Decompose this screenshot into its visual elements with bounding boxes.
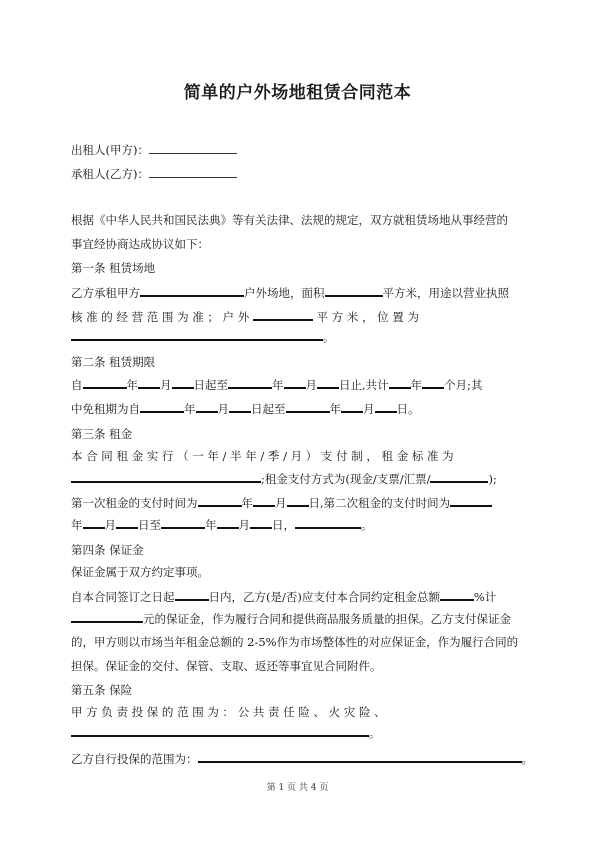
year-blank[interactable] bbox=[161, 516, 205, 529]
article-4-line-1: 保证金属于双方约定事项。 bbox=[71, 565, 209, 579]
area-blank[interactable] bbox=[325, 284, 383, 297]
page-number: 第 1 页 共 4 页 bbox=[266, 783, 329, 793]
outdoor-area-blank[interactable] bbox=[253, 308, 313, 321]
art2-text: 中免租期为自 bbox=[71, 402, 140, 416]
year-blank[interactable] bbox=[198, 494, 242, 507]
art2-text: 年 bbox=[410, 378, 423, 392]
lessee-insurance-blank[interactable] bbox=[198, 750, 522, 763]
art1-text: 平方米，用途以营业执照 bbox=[382, 286, 509, 300]
lessor-line bbox=[71, 142, 527, 158]
art1-text: 。 bbox=[323, 330, 335, 344]
art2-text: 年 bbox=[184, 402, 196, 416]
art4-text: 元的保证金，作为履行合同和提供商品服务质量的担保。乙方支付保证金 bbox=[143, 612, 511, 626]
art3-text: 第一次租金的支付时间为 bbox=[71, 496, 198, 510]
art2-text: 日起至 bbox=[193, 378, 228, 392]
year-blank[interactable] bbox=[228, 376, 272, 389]
year-blank[interactable] bbox=[450, 494, 492, 507]
article-4-line-3 bbox=[71, 610, 527, 627]
month-count-blank[interactable] bbox=[422, 376, 444, 389]
article-2-line-1 bbox=[71, 376, 527, 393]
art2-text: 年 bbox=[272, 378, 284, 392]
art3-text: 年 bbox=[205, 518, 217, 532]
day-blank[interactable] bbox=[250, 516, 272, 529]
year-blank[interactable] bbox=[83, 376, 127, 389]
art2-text: 月 bbox=[217, 402, 229, 416]
lessee-label: 承租人(乙方)： bbox=[71, 167, 149, 181]
art2-text: 月 bbox=[305, 378, 317, 392]
month-blank[interactable] bbox=[253, 494, 275, 507]
article-3-line-1: 本 合 同 租 金 实 行 （ 一 年 / 半 年 / 季 / 月 ） 支 付 制 ， 租 金 标 准 为 bbox=[71, 449, 454, 463]
art2-text: 月 bbox=[160, 378, 172, 392]
art5-text: 乙方自行投保的范围为： bbox=[71, 752, 198, 766]
day-blank[interactable] bbox=[116, 516, 138, 529]
art5-text: 。 bbox=[369, 726, 381, 740]
art1-text: 户外场地，面积 bbox=[244, 286, 325, 300]
deposit-amount-blank[interactable] bbox=[71, 610, 143, 623]
month-blank[interactable] bbox=[217, 516, 239, 529]
article-4-line-4: 的，甲方则以市场当年租金总额的 2-5%作为市场整体性的对应保证金，作为履行合同的 bbox=[71, 635, 519, 649]
article-4-line-5: 担保。保证金的交付、保管、支取、返还等事宜见合同附件。 bbox=[71, 659, 382, 673]
art4-text: %计 bbox=[473, 590, 497, 604]
article-3-title: 第三条 租金 bbox=[71, 427, 133, 441]
article-1-title: 第一条 租赁场地 bbox=[71, 261, 156, 275]
month-blank[interactable] bbox=[196, 400, 218, 413]
article-5-line-1: 甲 方 负 责 投 保 的 范 围 为 ： 公 共 责 任 险 、 火 灾 险 、 bbox=[71, 705, 386, 719]
article-4-title: 第四条 保证金 bbox=[71, 543, 144, 557]
other-blank[interactable] bbox=[295, 516, 361, 529]
art4-text: 自本合同签订之日起 bbox=[71, 590, 175, 604]
lessor-insurance-blank[interactable] bbox=[71, 724, 369, 737]
article-2-title: 第二条 租赁期限 bbox=[71, 355, 156, 369]
intro-line-1: 根据《中华人民共和国民法典》等有关法律、法规的规定，双方就租赁场地从事经营的 bbox=[71, 213, 508, 227]
art2-text: 个月;其 bbox=[444, 378, 483, 392]
intro-line-2: 事宜经协商达成协议如下： bbox=[71, 237, 209, 251]
art2-text: 年 bbox=[126, 378, 138, 392]
article-3-line-3 bbox=[71, 494, 527, 511]
percent-blank[interactable] bbox=[440, 588, 474, 601]
art2-text: 月 bbox=[363, 402, 375, 416]
art3-text: 日,第二次租金的支付时间为 bbox=[308, 496, 451, 510]
article-3-line-2 bbox=[71, 470, 527, 487]
day-blank[interactable] bbox=[229, 400, 251, 413]
art3-text: 月 bbox=[104, 518, 116, 532]
day-blank[interactable] bbox=[172, 376, 194, 389]
art3-text: ;租金支付方式为(现金/支票/汇票/ bbox=[261, 472, 431, 486]
lessee-blank[interactable] bbox=[149, 166, 237, 178]
lessor-label: 出租人(甲方)： bbox=[71, 143, 149, 157]
rent-standard-blank[interactable] bbox=[71, 470, 261, 483]
month-blank[interactable] bbox=[341, 400, 363, 413]
article-4-line-2 bbox=[71, 588, 527, 605]
article-5-line-2 bbox=[71, 724, 527, 741]
article-2-line-2 bbox=[71, 400, 527, 417]
art3-text: 日， bbox=[272, 518, 295, 532]
days-blank[interactable] bbox=[175, 588, 209, 601]
article-1-line-1 bbox=[71, 284, 527, 301]
art2-text: 日起至 bbox=[251, 402, 286, 416]
document-title: 简单的户外场地租赁合同范本 bbox=[183, 83, 412, 103]
art3-text: 日至 bbox=[138, 518, 161, 532]
art3-text: 月 bbox=[275, 496, 287, 510]
year-blank[interactable] bbox=[286, 400, 330, 413]
month-blank[interactable] bbox=[284, 376, 306, 389]
article-1-line-3 bbox=[71, 328, 527, 345]
art1-text: 核 准 的 经 营 范 围 为 准 ； 户 外 bbox=[71, 310, 250, 324]
art3-text: 年 bbox=[241, 496, 253, 510]
lessee-line bbox=[71, 166, 527, 182]
payment-method-blank[interactable] bbox=[430, 470, 488, 483]
art3-text: 月 bbox=[238, 518, 250, 532]
art3-text: ); bbox=[488, 472, 497, 486]
art1-text: 乙方承租甲方 bbox=[71, 286, 140, 300]
month-blank[interactable] bbox=[138, 376, 160, 389]
year-blank[interactable] bbox=[140, 400, 184, 413]
article-5-line-3 bbox=[71, 750, 533, 767]
day-blank[interactable] bbox=[287, 494, 309, 507]
venue-blank[interactable] bbox=[140, 284, 244, 297]
art5-text: 。 bbox=[521, 752, 533, 766]
art2-text: 日。 bbox=[396, 402, 420, 416]
year-count-blank[interactable] bbox=[389, 376, 411, 389]
day-blank[interactable] bbox=[375, 400, 397, 413]
article-5-title: 第五条 保险 bbox=[71, 683, 133, 697]
art3-text: 。 bbox=[361, 518, 373, 532]
article-3-line-4 bbox=[71, 516, 527, 533]
location-blank[interactable] bbox=[71, 328, 323, 341]
lessor-blank[interactable] bbox=[149, 142, 237, 154]
art2-text: 年 bbox=[329, 402, 341, 416]
art1-text: 平 方 米 ， 位 置 为 bbox=[316, 310, 419, 324]
month-blank[interactable] bbox=[83, 516, 105, 529]
art3-text: 年 bbox=[71, 518, 83, 532]
article-1-line-2 bbox=[71, 308, 531, 325]
art2-text: 自 bbox=[71, 378, 83, 392]
day-blank[interactable] bbox=[317, 376, 339, 389]
art2-text: 日止,共计 bbox=[339, 378, 389, 392]
art4-text: 日内，乙方(是/否)应支付本合同约定租金总额 bbox=[208, 590, 440, 604]
